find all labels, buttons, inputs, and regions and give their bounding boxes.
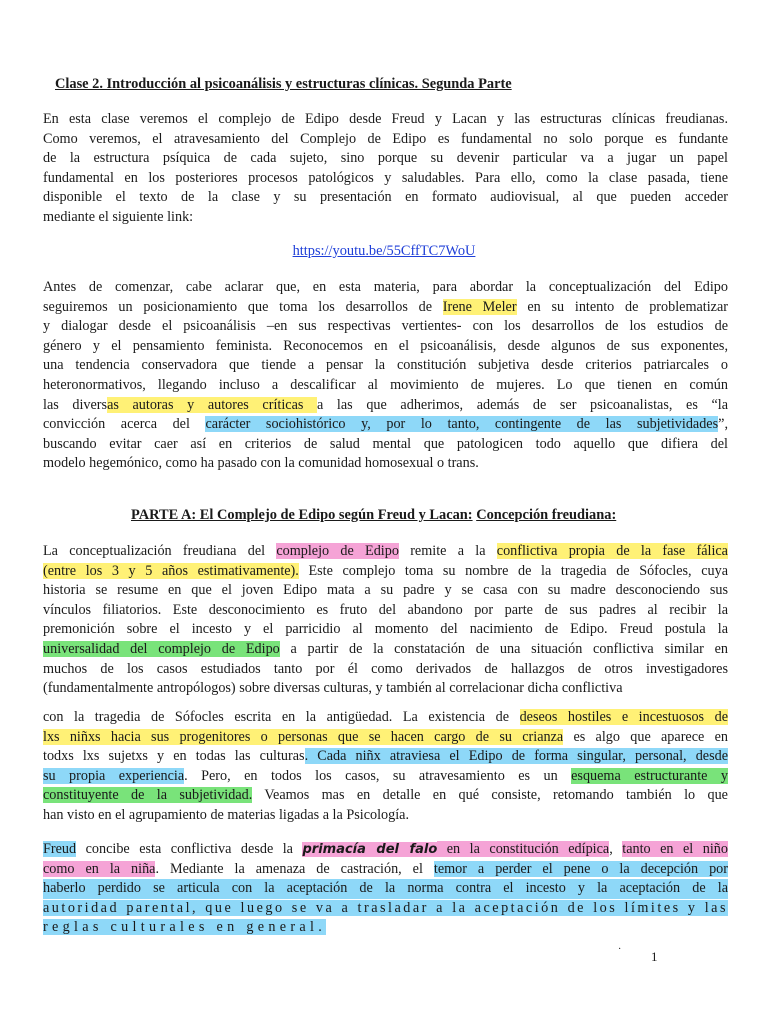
text-run: remite a la bbox=[398, 543, 497, 559]
text-run: . Pero, en todos los casos, su atravesamiento es un bbox=[184, 767, 572, 784]
section-heading bbox=[131, 507, 616, 524]
highlight-progenitores: lxs niñxs hacia sus progenitores o personas que se hacen cargo de bbox=[43, 728, 500, 745]
highlight-constituyente: constituyente de bbox=[43, 787, 157, 804]
highlight-esquema: esquema estructurante y bbox=[571, 767, 729, 784]
highlight-subjetividad: la subjetividad. bbox=[156, 787, 253, 804]
intro-paragraph bbox=[43, 110, 728, 228]
text-line: historia se resume en que el joven Edipo mata a su padre y se casa con su madre desconociendo sus bbox=[43, 582, 728, 599]
paragraph-freud-concept bbox=[43, 542, 728, 699]
highlight-temor: temor a bbox=[433, 860, 496, 877]
text-line bbox=[43, 879, 728, 899]
highlight-propia-experiencia: su propia experiencia bbox=[43, 767, 185, 784]
highlight-perder-pene: perder el pene o la decepción por bbox=[495, 860, 728, 877]
text-line: vínculos filiatorios. Este desconocimiento es fruto del abandono por parte de sus padres al recibir la bbox=[43, 601, 728, 618]
text-line bbox=[43, 899, 728, 919]
highlight-incestuosos: e incestuosos de bbox=[621, 709, 728, 725]
text-line bbox=[43, 860, 728, 880]
page-number: 1 bbox=[651, 949, 658, 964]
text-run: a las que adherimos, además de ser psicoanalistas, es “la bbox=[317, 396, 728, 413]
highlight-freud: Freud bbox=[43, 841, 77, 857]
text-line: mediante el siguiente link: bbox=[43, 208, 194, 225]
text-line: han visto en el agrupamiento de materias ligadas a la Psicología. bbox=[43, 806, 410, 823]
text-line: género y el pensamiento feminista. Reconocemos en el psicoanálisis, desde algunos de sus exponentes, bbox=[43, 337, 728, 354]
text-run: Este complejo toma su nombre de la tragedia de Sófocles, cuya bbox=[298, 562, 728, 579]
text-line: Como veremos, el atravesamiento del Complejo de Edipo es fundamental no solo porque es fundante bbox=[43, 130, 728, 147]
text-run: en la bbox=[437, 841, 490, 857]
text-line bbox=[43, 708, 728, 728]
text-run: en su intento de problematizar bbox=[516, 298, 728, 315]
video-link-row bbox=[0, 243, 768, 260]
text-run: seguiremos un posicionamiento que toma los desarrollos de bbox=[43, 298, 443, 315]
highlight-cada-ninx: . Cada niñx bbox=[304, 748, 390, 765]
footer-dot: · bbox=[618, 944, 622, 955]
text-line bbox=[43, 728, 728, 748]
text-line: muchos de los casos estudiados tanto por él como derivados de hallazgos de otros investigadores bbox=[43, 660, 728, 677]
highlight-tanto-nino: tanto en el niño bbox=[622, 841, 728, 857]
text-line: y dialogar desde el psicoanálisis –en sus respectivas vertientes- con los desarrollos de los estudios de bbox=[43, 318, 728, 335]
text-line bbox=[43, 542, 728, 562]
highlight-deseos-hostiles: deseos hostiles bbox=[519, 709, 622, 725]
text-line: premonición sobre el incesto y el parricidio al momento del nacimiento de Edipo. Freud postula la bbox=[43, 621, 728, 638]
highlight-complejo-edipo: complejo de Edipo bbox=[276, 543, 399, 559]
text-run: ”, bbox=[718, 416, 728, 433]
text-run: norma contra el incesto y la aceptación de la bbox=[407, 880, 728, 897]
text-run: concibe esta conflictiva desde la bbox=[76, 841, 303, 857]
text-run: convicción acerca del bbox=[43, 416, 206, 433]
highlight-constitucion-edipica: constitución edípica bbox=[489, 841, 610, 857]
text-run: , bbox=[609, 841, 623, 857]
text-run: a partir de la constatación de una situación conflictiva similar en bbox=[279, 640, 728, 657]
text-run: es algo que aparece en bbox=[563, 728, 728, 745]
text-line bbox=[43, 562, 728, 582]
text-line: fundamental en los posteriores procesos patológicos y saludables. Para ello, como la clase pasada, tiene bbox=[43, 169, 728, 186]
highlight-autoridad-parental: autoridad parental, que luego se va a trasladar a la aceptación de los límites y las bbox=[43, 899, 728, 916]
text-run: . Mediante la amenaza de castración, el bbox=[155, 860, 434, 877]
text-line: buscando evitar caer así en criterios de salud mental que patologicen todo aquello que difiera del bbox=[43, 435, 728, 452]
highlight-universalidad: universalidad del complejo de Edipo bbox=[43, 640, 280, 657]
text-line: En esta clase veremos el complejo de Edipo desde Freud y Lacan y las estructuras clínicas freudianas. bbox=[43, 111, 728, 127]
heading-concepcion: Concepción freudiana: bbox=[476, 507, 617, 523]
text-line bbox=[43, 786, 728, 806]
text-line bbox=[43, 415, 728, 435]
highlight-autoras: as autoras bbox=[107, 396, 188, 413]
text-line bbox=[43, 918, 728, 938]
text-line: una tendencia conservadora que tiende a pensar la constitución subjetiva desde criterios patriarcales o bbox=[43, 357, 728, 374]
text-run: La conceptualización freudiana del bbox=[43, 543, 277, 559]
highlight-irene-meler: Irene Meler bbox=[442, 298, 517, 315]
text-line: de la estructura psíquica de cada sujeto, sino porque su devenir particular va a jugar un papel bbox=[43, 150, 728, 167]
paragraph-edipo-approach bbox=[43, 278, 728, 474]
highlight-edad: (entre los 3 y 5 años estimativamente). bbox=[43, 562, 299, 579]
text-line bbox=[43, 640, 728, 660]
highlight-como-nina: como en la niña bbox=[43, 860, 156, 877]
highlight-crianza: su crianza bbox=[499, 728, 564, 745]
text-line bbox=[43, 767, 728, 787]
text-line bbox=[43, 747, 728, 767]
text-line: disponible el texto de la clase y su presentación en formato audiovisual, al que pueden acceder bbox=[43, 189, 728, 206]
text-line: (fundamentalmente antropólogos) sobre diversas culturas, y también al correlacionar dicha conflictiva bbox=[43, 680, 623, 697]
video-link[interactable]: https://youtu.be/55CffTC7WoU bbox=[292, 243, 476, 259]
text-line: modelo hegemónico, como ha pasado con la comunidad homosexual o trans. bbox=[43, 455, 479, 472]
text-line bbox=[43, 396, 728, 416]
text-run: todxs lxs sujetxs y en todas las culturas bbox=[43, 748, 305, 765]
text-run: las divers bbox=[43, 396, 108, 413]
text-run: Veamos mas en detalle en qué consiste, retomando también lo que bbox=[252, 787, 728, 804]
text-run: con la tragedia de Sófocles escrita en la antigüedad. La existencia de bbox=[43, 709, 520, 725]
highlight-atraviesa: atraviesa el Edipo de forma singular, personal, desde bbox=[389, 748, 728, 765]
highlight-autores-criticas: y autores críticas bbox=[187, 396, 318, 413]
paragraph-deseos bbox=[43, 708, 728, 826]
highlight-primacia-falo: primacía del falo bbox=[302, 842, 438, 857]
text-line bbox=[43, 840, 728, 860]
page-title: Clase 2. Introducción al psicoanálisis y estructuras clínicas. Segunda Parte bbox=[55, 76, 512, 92]
highlight-fase-falica: conflictiva propia de la fase fálica bbox=[496, 543, 728, 559]
highlight-reglas-culturales: reglas culturales en general. bbox=[43, 919, 327, 936]
text-line: heteronormativos, llegando incluso a descalificar al movimiento de mujeres. Lo que tienen en común bbox=[43, 376, 728, 393]
highlight-caracter-sociohistorico: carácter sociohistórico y, por lo tanto, contingente de las subjetividades bbox=[205, 416, 719, 433]
text-line: Antes de comenzar, cabe aclarar que, en esta materia, para abordar la conceptualización del Edipo bbox=[43, 279, 728, 295]
paragraph-freud-falo bbox=[43, 840, 728, 938]
heading-part-a: PARTE A: El Complejo de Edipo según Freud y Lacan: bbox=[131, 507, 473, 523]
text-run: haberlo perdido se articula con la aceptación de la bbox=[43, 880, 408, 897]
text-line bbox=[43, 298, 728, 318]
